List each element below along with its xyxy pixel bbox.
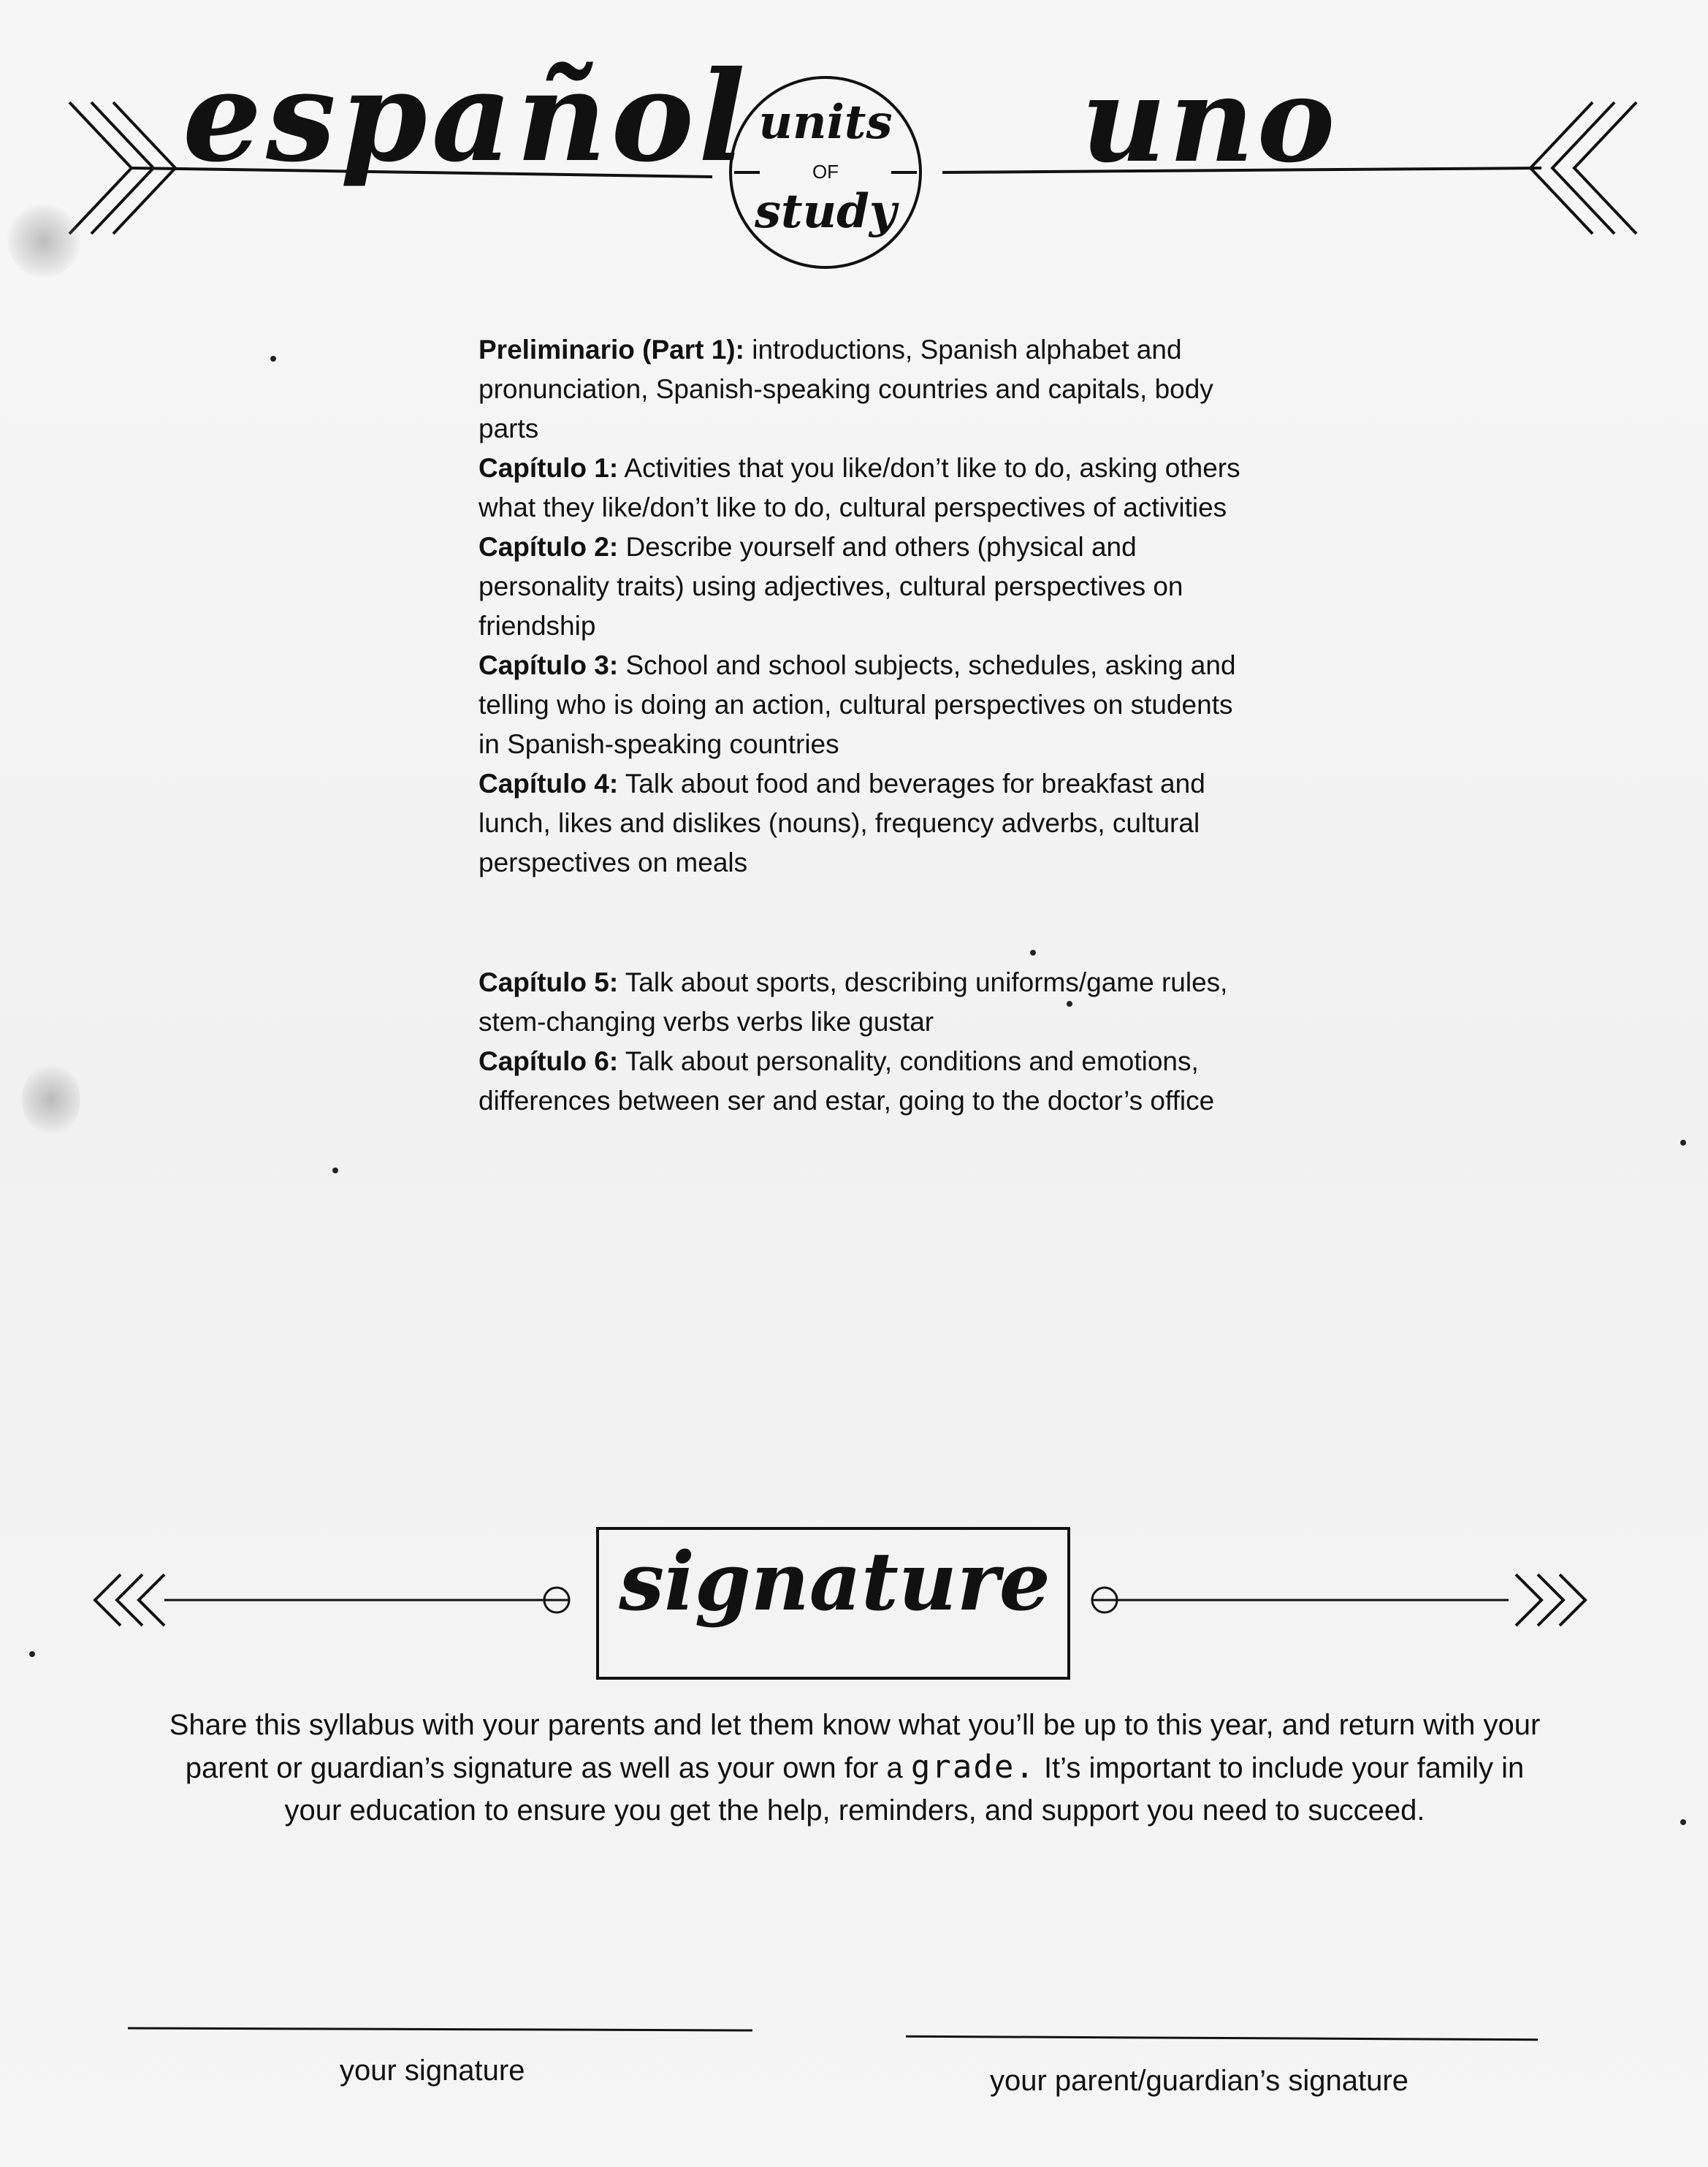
parent-signature-line[interactable] xyxy=(906,2035,1538,2041)
handwritten-grade: grade. xyxy=(910,1748,1036,1786)
unit-label: Preliminario (Part 1): xyxy=(479,335,744,365)
scan-speck xyxy=(270,356,276,362)
unit-label: Capítulo 6: xyxy=(479,1046,619,1076)
badge-of: OF xyxy=(812,161,839,183)
unit-capitulo-6 xyxy=(479,1042,1253,1121)
parent-signature-label: your parent/guardian’s signature xyxy=(990,2065,1408,2097)
right-arrow-fletching-icon xyxy=(1530,102,1636,234)
unit-preliminario xyxy=(479,330,1253,449)
scan-smudge xyxy=(7,205,80,278)
unit-capitulo-2 xyxy=(479,528,1253,646)
unit-description: Activities that you like/don’t like to do, asking others what they like/don’t like to do, cultural perspectives of activities xyxy=(479,453,1240,522)
scan-speck xyxy=(1030,950,1036,956)
unit-capitulo-3 xyxy=(479,646,1253,764)
units-gap xyxy=(479,883,1253,963)
unit-label: Capítulo 2: xyxy=(479,532,619,562)
units-list xyxy=(479,330,1253,1121)
unit-capitulo-4 xyxy=(479,764,1253,883)
unit-description: Talk about food and beverages for breakfast and lunch, likes and dislikes (nouns), frequency adverbs, cultural perspectives on meals xyxy=(479,769,1205,877)
signature-instructions xyxy=(153,1704,1556,1832)
left-chevrons-icon xyxy=(95,1574,164,1626)
right-chevrons-icon xyxy=(1516,1574,1585,1626)
unit-label: Capítulo 3: xyxy=(479,650,619,680)
badge-units: units xyxy=(758,95,893,150)
unit-description: School and school subjects, schedules, asking and telling who is doing an action, cultural perspectives on students in Spanish-speaking countries xyxy=(479,650,1236,759)
unit-description: introductions, Spanish alphabet and pronunciation, Spanish-speaking countries and capitals, body parts xyxy=(479,335,1213,443)
scan-speck xyxy=(1680,1819,1686,1825)
unit-label: Capítulo 4: xyxy=(479,769,619,799)
scan-speck xyxy=(29,1651,35,1657)
badge-study: study xyxy=(754,184,897,239)
instructions-before: Share this syllabus with your parents and let them know what you’ll be up to this year, and return with your parent or guardian’s signature as well as your own for a xyxy=(169,1709,1541,1784)
unit-description: Talk about sports, describing uniforms/game rules, stem-changing verbs verbs like gustar xyxy=(479,967,1228,1037)
course-title-level: uno xyxy=(1081,51,1338,188)
student-signature-label: your signature xyxy=(340,2054,525,2087)
scan-speck xyxy=(1067,1001,1072,1007)
unit-label: Capítulo 1: xyxy=(479,453,619,483)
unit-label: Capítulo 5: xyxy=(479,967,619,997)
instructions-after: It’s important to include your family in your education to ensure you get the help, reminders, and support you need to succeed. xyxy=(284,1752,1525,1827)
unit-capitulo-5 xyxy=(479,963,1253,1042)
student-signature-line[interactable] xyxy=(128,2027,752,2032)
signature-title: signature xyxy=(619,1534,1051,1629)
unit-description: Describe yourself and others (physical and personality traits) using adjectives, cultural perspectives on friendship xyxy=(479,532,1183,641)
scan-speck xyxy=(332,1168,338,1173)
unit-description: Talk about personality, conditions and emotions, differences between ser and estar, going to the doctor’s office xyxy=(479,1046,1215,1116)
scan-speck xyxy=(1680,1140,1686,1146)
scan-smudge xyxy=(22,1063,80,1136)
unit-capitulo-1 xyxy=(479,449,1253,528)
course-title-spanish: español xyxy=(183,44,750,190)
